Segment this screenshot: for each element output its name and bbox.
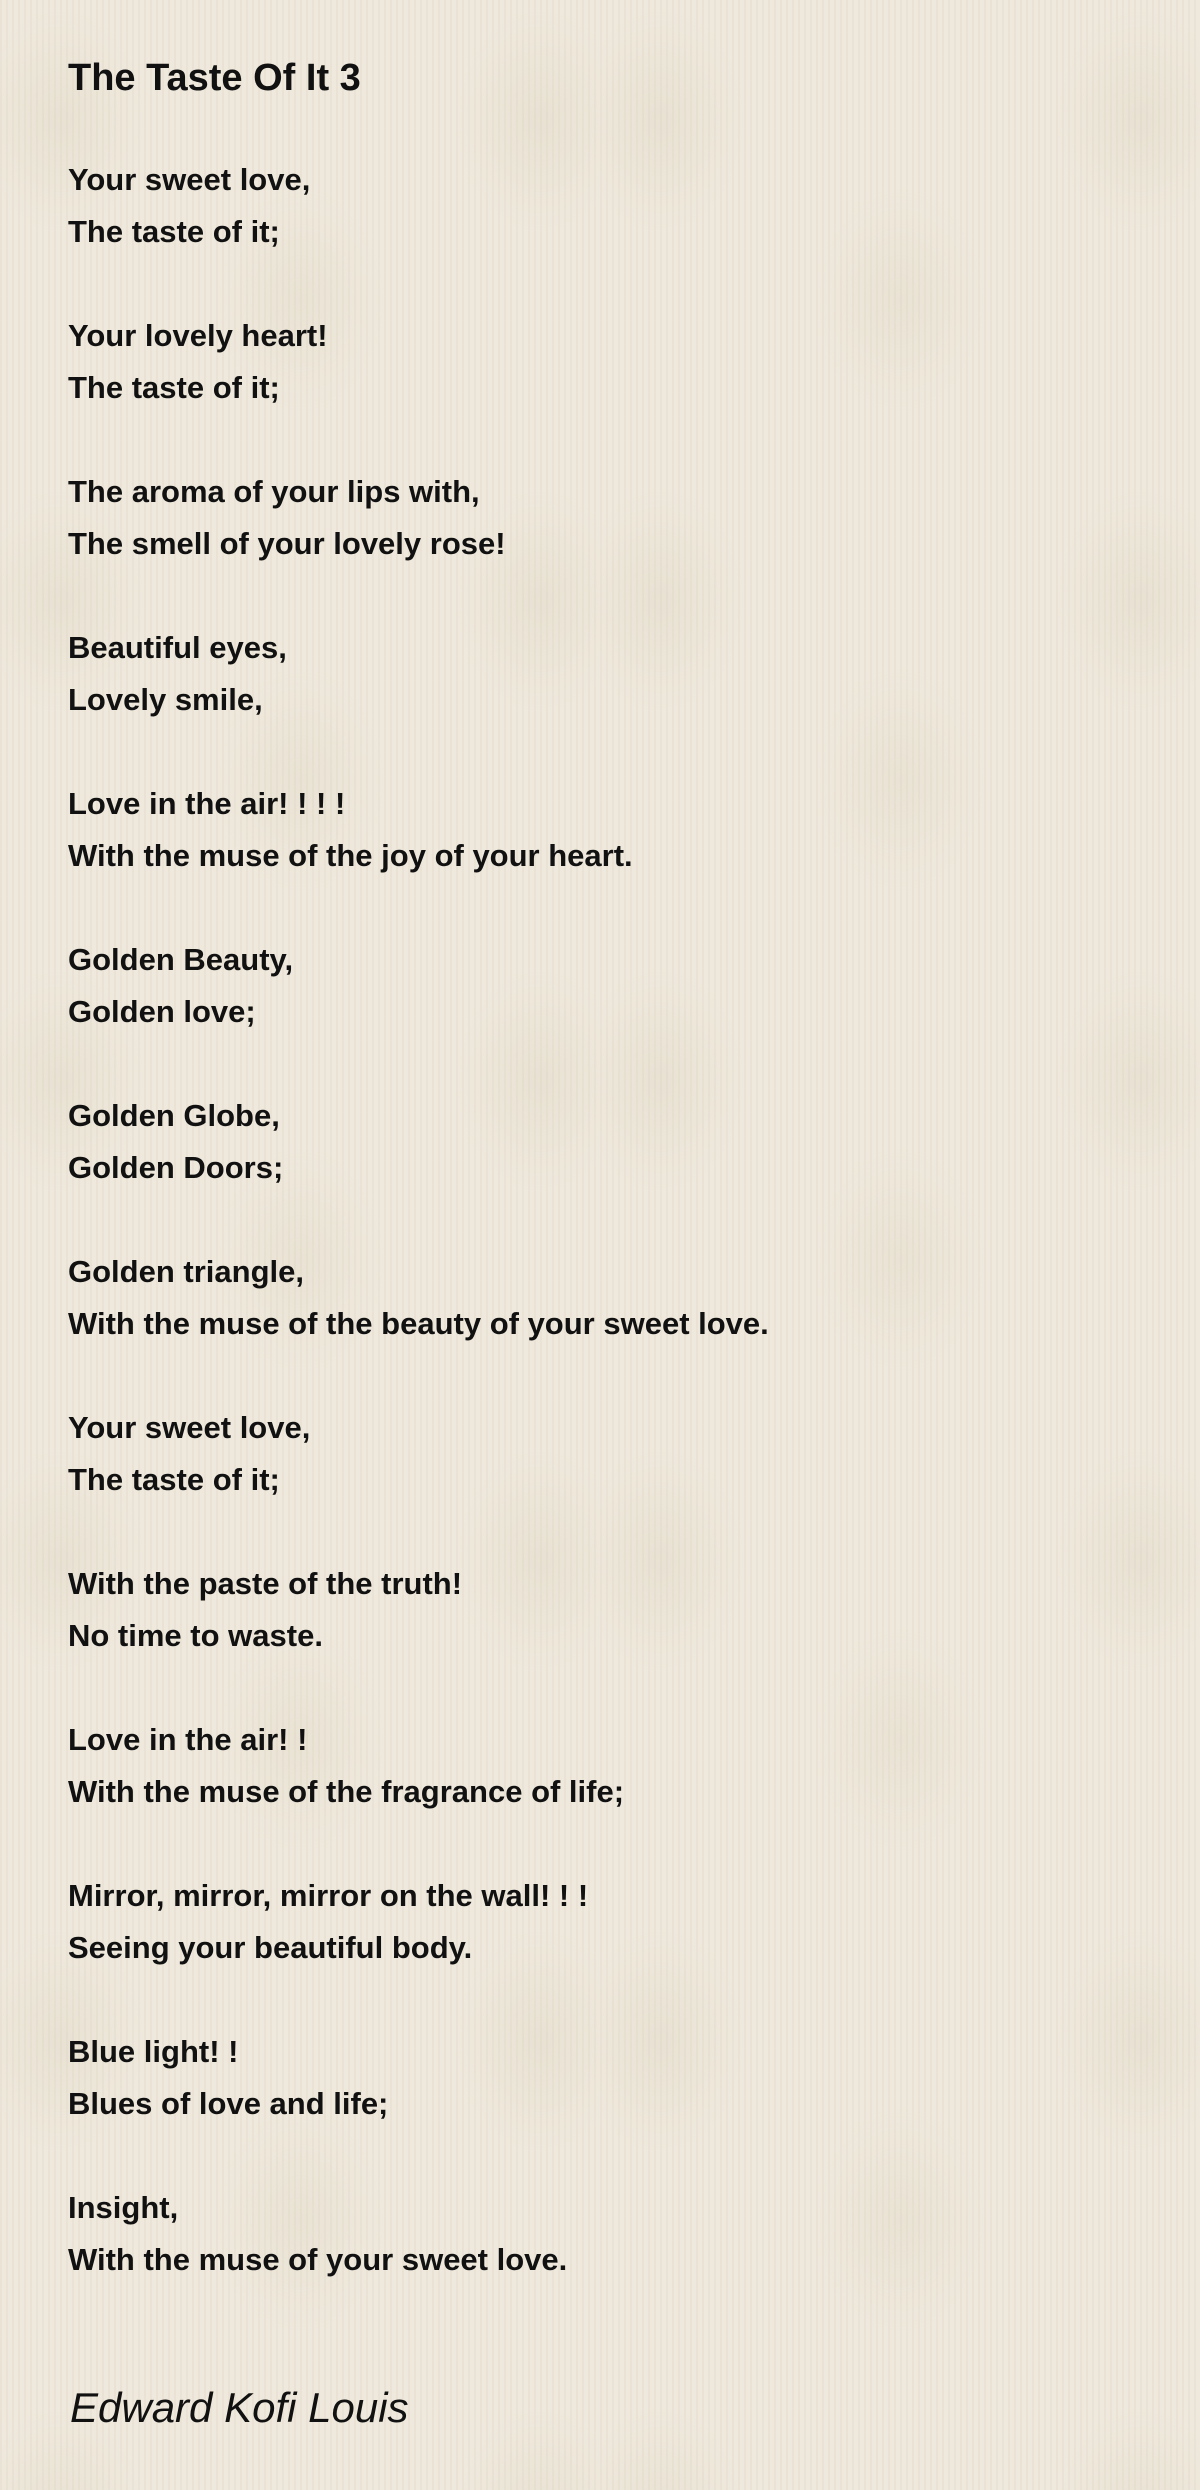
poem-line: Your lovely heart! [68,318,328,353]
stanza-8 [68,1246,1148,1350]
poem-line: Your sweet love, [68,162,311,197]
stanza-4 [68,622,1148,726]
stanza-10 [68,1558,1148,1662]
stanza-14 [68,2182,1148,2286]
stanza-11 [68,1714,1148,1818]
poem-line: The taste of it; [68,214,280,249]
poem-line: Your sweet love, [68,1410,311,1445]
stanza-1 [68,154,1148,258]
stanza-13 [68,2026,1148,2130]
poem-line: The aroma of your lips with, [68,474,480,509]
poem-line: With the paste of the truth! [68,1566,463,1601]
stanza-5 [68,778,1148,882]
poem-line: The taste of it; [68,1462,280,1497]
poem-line: No time to waste. [68,1618,323,1653]
poem-line: Mirror, mirror, mirror on the wall! ! ! [68,1878,589,1913]
poem-line: Golden love; [68,994,256,1029]
poem-line: The taste of it; [68,370,280,405]
poem-line: Golden Doors; [68,1150,284,1185]
poem-line: Seeing your beautiful body. [68,1930,473,1965]
poem-line: Golden Globe, [68,1098,280,1133]
poem-line: With the muse of the beauty of your sweet love. [68,1306,769,1341]
poem-line: Golden triangle, [68,1254,304,1289]
poem-line: Love in the air! ! ! ! [68,786,346,821]
poem-line: Blue light! ! [68,2034,239,2069]
poem-line: Insight, [68,2190,179,2225]
poem-line: With the muse of the joy of your heart. [68,838,633,873]
poem-line: The smell of your lovely rose! [68,526,506,561]
poem-line: Golden Beauty, [68,942,294,977]
poem-line: With the muse of the fragrance of life; [68,1774,625,1809]
stanza-9 [68,1402,1148,1506]
poem-line: Blues of love and life; [68,2086,389,2121]
poem-line: Love in the air! ! [68,1722,308,1757]
poem-line: Lovely smile, [68,682,263,717]
poem-line: With the muse of your sweet love. [68,2242,568,2277]
poem-line: Beautiful eyes, [68,630,287,665]
poem-title: The Taste Of It 3 [68,57,361,99]
poem-container [68,48,1148,2338]
stanza-3 [68,466,1148,570]
stanza-2 [68,310,1148,414]
stanza-7 [68,1090,1148,1194]
author-name: Edward Kofi Louis [70,2384,409,2431]
stanza-6 [68,934,1148,1038]
stanza-12 [68,1870,1148,1974]
